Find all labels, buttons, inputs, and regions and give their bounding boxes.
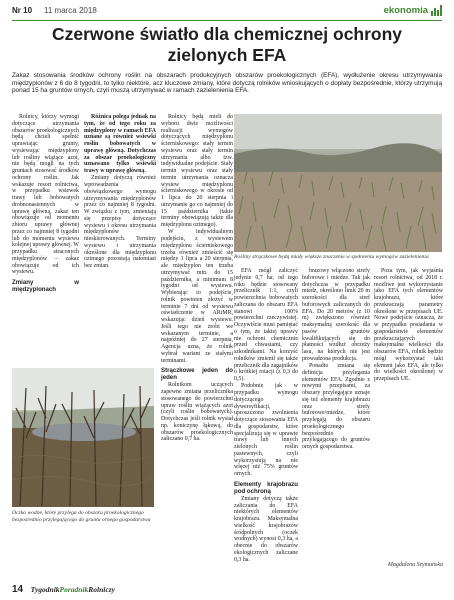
section-name: ekonomia [383,5,428,16]
paragraph: EFA mógł zaliczyć jedynie 0,7 ha; od tego roku będzie stosowany przelicznik 1:1, czyli powierzchnia bobowatych zaliczana do obszaru EFA stanowi 100% powierzchni rzeczywistej. Oczywiście musi pamiętać o tym, że takiej uprawy nie ochroni chemicznie przed chwastami, czy szkodnikami. Na korzyść rolników zmienił się także przelicznik dla zagajników o krótkiej rotacji (z 0,3 do 0,5). [234,268,298,382]
photo-pond [12,368,154,507]
paragraph: Zmiany dotyczą również wprowadzenia obowiązkowego wymogu utrzymywania międzyplonów przez co najmniej 8 tygodni. W związku z tym, zmieniają się przepisy dotyczące wysiewu i okresu utrzymania międzyplonów nieskierowanych. Terminy wysiewu i utrzymania określone dla międzyplonu ozimego pozostają natomiast bez zmian. [84,175,156,269]
photo-legume-field [234,114,442,252]
paragraph: Podobnie jak w przypadku wymogu dotyczącego dywersyfikacji, uproszczono zwolnienia dotyczące stosowania EFA dla gospodarstw, które specjalizują się w uprawie trawy lub innych zielonych roślin pastewnych, czyli wykorzystują na nie więcej niż 75% gruntów ornych. [234,383,298,477]
page-footer [12,584,115,595]
page-number: 14 [12,584,24,595]
text-column-2 [84,114,156,270]
header-rule [12,20,442,21]
bar-chart-icon [431,4,442,16]
text-column-6 [374,268,443,383]
brand-part: Poradnik [59,585,89,594]
text-column-3 [161,114,233,443]
paragraph: Rolnikom uczących zapewne zmiana przelicznika stosowanego do powierzchni upraw roślin wiążących azot (czyli roślin bobowatych). Dotychczas jeśli rolnik wysiał np. koniczynę łąkową, do obszarów proekologicznych zaliczano 0,7 ha. [161,382,233,443]
photo-caption: Oczko wodne, które przylega do obszaru proekologicznego bezpośrednio przylegającego do gruntu ornego gospodarstwa [12,510,151,523]
paragraph: brazowy włączono strefy buforowe i miedze. Tak jak dotychczas w przypadku miedz, określono limit 20 m szerokości dla stref buforowych zaliczanych do EFA. Do 20 metrów (z 10 m) zwiększono również maksymalną szerokość dla pasów gruntów kwalifikujących się do płatności wzdłuż obrzeży lasu, na których nie jest prowadzona produkcja. [302,268,370,362]
issue-date: 11 marca 2018 [44,6,97,15]
subheading-elementy: Elementy krajobrazu pod ochroną [234,480,298,495]
paragraph: Różnica polega jednak na tym, że od tego roku za międzyplony w ramach EFA uznane są również wsiewki roślin bobowatych w uprawę główną. Dotychczas za obszar proekologiczny uznawano tylko wsiewki trawy w uprawę główną. [84,114,156,174]
paragraph: Rolnicy będą mieli do wyboru dwie możliwości realizacji wymogów dotyczących międzyplonu ścierniskowego: stały termin wysiewu oraz stały termin utrzymania albo tzw. indywidualne podejście. Stały termin wysiewu oraz stały termin utrzymania oznacza wysiew międzyplonu ścierniskowego w okresie od 1 lipca do 20 sierpnia i utrzymanie go co najmniej do 15 października (takie terminy obowiązują także dla międzyplonu ozimego). [161,114,233,228]
brand-part: Tygodnik [30,585,60,594]
paragraph: Rolnicy, którzy wymogi dotyczące utrzymania obszarów proekologicznych będą chcieli spełnić uprawiając grunty, wysiewając międzyplony lub rośliny wiążące azot, nie będą mogli na tych gruntach stosować środków ochrony roślin. Jak wskazuje resort rolnictwa, w przypadku wsiewek trawy lub bobowatych drobnonasiennych w uprawę główną, zakaz ten obowiązuje od momentu zbioru uprawy głównej przez co najmniej 8 tygodni lub do momentu wysiewu kolejnej uprawy głównej. W przypadku straconych międzyplonów – zakaz obowiązuje od ich wysiewu. [12,114,79,276]
article-title: Czerwone światło dla chemicznej ochrony zielonych EFA [51,24,403,65]
subheading-jeden: Strączkowe jeden do jeden [161,367,233,382]
subheading-zmiany: Zmiany w międzyplonach [12,279,79,293]
text-column-5 [302,268,370,451]
paragraph: Zmiany dotyczą także zaliczania do EFA niektórych elementów krajobrazu. Maksymalna wielkość krajobrazów śródpolnych (oczek wodnych) wynosi 0,3 ha, a obecnie do obszarów ekologicznych zaliczane 0,3 ha. [234,495,298,563]
paragraph: Ponadto zmiana się definicja przylegania elementów EFA. Zgodnie z nowymi przepisami, za obszary przylegające uznaje się też elementy krajobrazu oraz strefy buforowe/miedze, które przylegają do obszaru proekologicznego bezpośrednio przylegającego do gruntów ornych gospodarstwa. [302,363,370,450]
page-header [12,6,442,20]
text-column-4 [234,268,298,563]
text-column-1 [12,114,79,294]
paragraph: W indywidualnym podejściu, z wysiewem międzyplonu ścierniskowego trzeba również zmieścić się między 1 lipca a 20 sierpnia, ale międzyplon ten trzeba utrzymywać min. do 15 października, a minimum 8 tygodni od wysiewu. Wybierając to podejście, rolnik powinien złożyć w terminie 7 dni od wysiewu oświadczenie w ARiMR, wskazując dzień wysiewu. Jeśli tego nie zrobi we wskazanym terminie, a najpóźniej do 27 sierpnia, Agencja uzna, że rolnik wybrał wariant ze stałymi terminami. [161,229,233,364]
photo-caption: Rośliny strączkowe będą miały większe znaczenie w spełnieniu wymogów zazielenienia [234,254,429,260]
brand-part: Rolniczy [88,585,115,594]
issue-number: Nr 10 [12,6,33,15]
publication-logo [31,585,115,594]
article-lead: Zakaz stosowania środków ochrony roślin na obszarach produkcyjnych obszarów proekologicznych (EFA), wydłużenie okresu utrzymywania międzyplonów z 6 do 8 tygodni, to tylko niektóre, acz kluczowe zmiany, które dotyczą rolników wnioskujących o dopłaty bezpośrednie, którzy utrzymują ponad 15 ha gruntów ornych, czyli muszą utrzymywać w ramach zazielenienia EFA. [12,72,442,95]
paragraph: Poza tym, jak wyjaśnia resort rolnictwa, od 2018 r. możliwe jest wykorzystanie jako EFA tych elementów krajobrazu, które przekraczają parametry określone w przepisach UE. Nowe podejście oznacza, że w przypadku posiadania w gospodarstwie elementów przekraczających maksymalne wielkości dla obszarów EFA, rolnik będzie mógł wykorzystać taki element jako EFA, ale tylko do wielkości określonej w przepisach UE. [374,268,443,382]
author-signature: Magdalena Szymańska [387,562,443,568]
